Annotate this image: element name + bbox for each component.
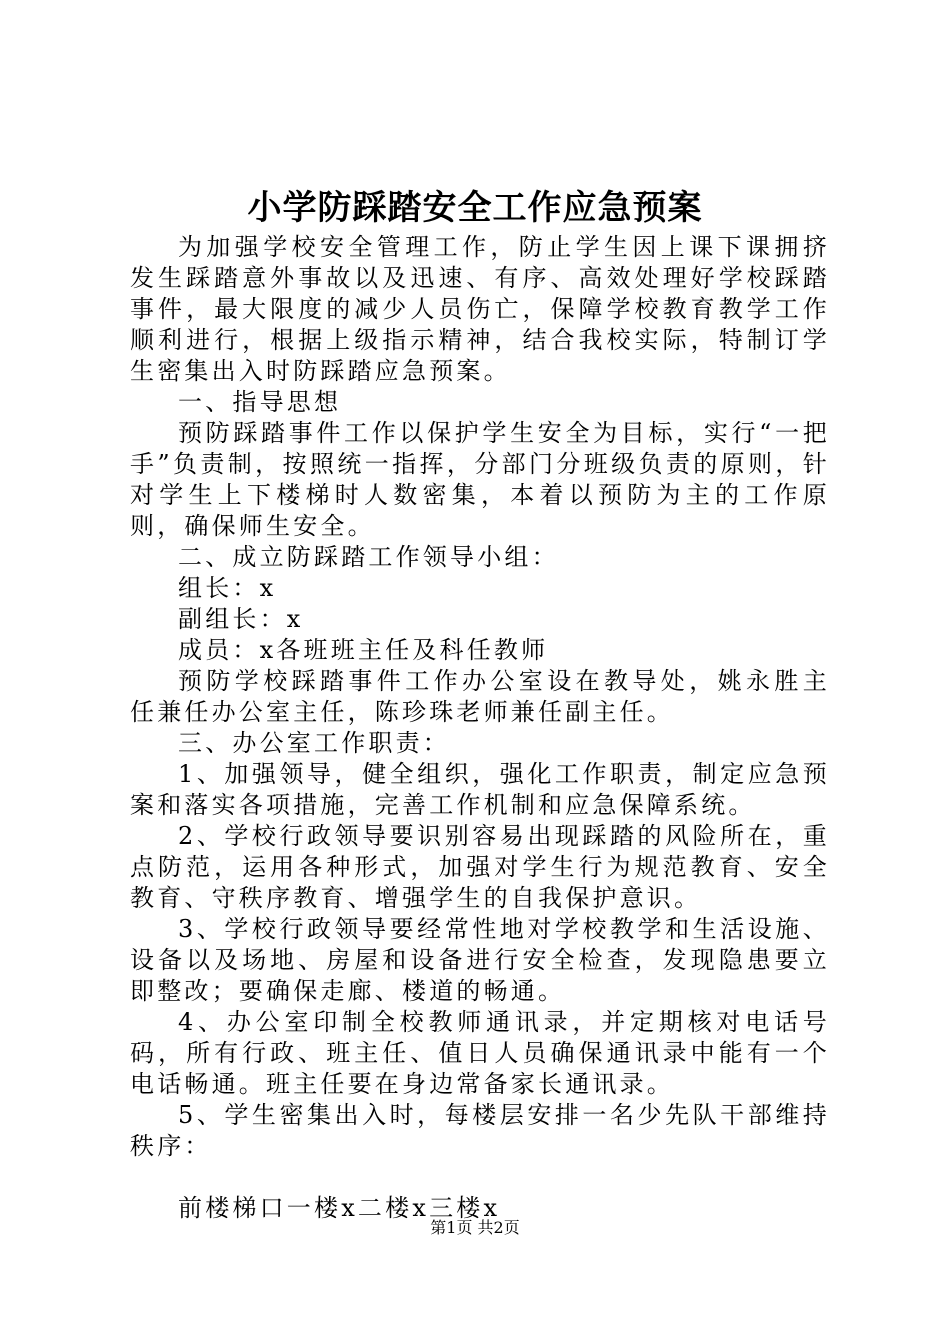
group-leader-line: 组长：x bbox=[178, 574, 277, 602]
deputy-leader-line: 副组长：x bbox=[178, 605, 304, 633]
document-body bbox=[130, 232, 830, 1224]
section-heading-leadership-group: 二、成立防踩踏工作领导小组： bbox=[178, 543, 559, 571]
duty-item-1: 1、加强领导，健全组织，强化工作职责，制定应急预案和落实各项措施，完善工作机制和应急保障系统。 bbox=[130, 760, 830, 819]
document-title: 小学防踩踏安全工作应急预案 bbox=[247, 188, 703, 228]
section-heading-guiding-thought: 一、指导思想 bbox=[178, 388, 342, 416]
duty-item-4: 4、办公室印制全校教师通讯录，并定期核对电话号码，所有行政、班主任、值日人员确保通讯录中能有一个电话畅通。班主任要在身边常备家长通讯录。 bbox=[130, 1008, 830, 1098]
duty-item-2: 2、学校行政领导要识别容易出现踩踏的风险所在，重点防范，运用各种形式，加强对学生行为规范教育、安全教育、守秩序教育、增强学生的自我保护意识。 bbox=[130, 822, 830, 912]
intro-paragraph: 为加强学校安全管理工作，防止学生因上课下课拥挤发生踩踏意外事故以及迅速、有序、高效处理好学校踩踏事件，最大限度的减少人员伤亡，保障学校教育教学工作顺利进行，根据上级指示精神，结合我校实际，特制订学生密集出入时防踩踏应急预案。 bbox=[130, 233, 830, 385]
duty-item-3: 3、学校行政领导要经常性地对学校教学和生活设施、设备以及场地、房屋和设备进行安全检查，发现隐患要立即整改；要确保走廊、楼道的畅通。 bbox=[130, 915, 830, 1005]
page-indicator: 第1页 共2页 bbox=[430, 1218, 520, 1237]
members-line: 成员：x各班班主任及科任教师 bbox=[178, 636, 549, 664]
office-paragraph: 预防学校踩踏事件工作办公室设在教导处，姚永胜主任兼任办公室主任，陈珍珠老师兼任副主任。 bbox=[130, 667, 830, 726]
stairway-assignment-line: 前楼梯口一楼x二楼x三楼x bbox=[178, 1194, 501, 1222]
duty-item-5: 5、学生密集出入时，每楼层安排一名少先队干部维持秩序： bbox=[130, 1101, 830, 1160]
section-heading-office-duties: 三、办公室工作职责： bbox=[178, 729, 450, 757]
guiding-thought-paragraph: 预防踩踏事件工作以保护学生安全为目标，实行“一把手”负责制，按照统一指挥，分部门分班级负责的原则，针对学生上下楼梯时人数密集，本着以预防为主的工作原则，确保师生安全。 bbox=[130, 419, 830, 540]
